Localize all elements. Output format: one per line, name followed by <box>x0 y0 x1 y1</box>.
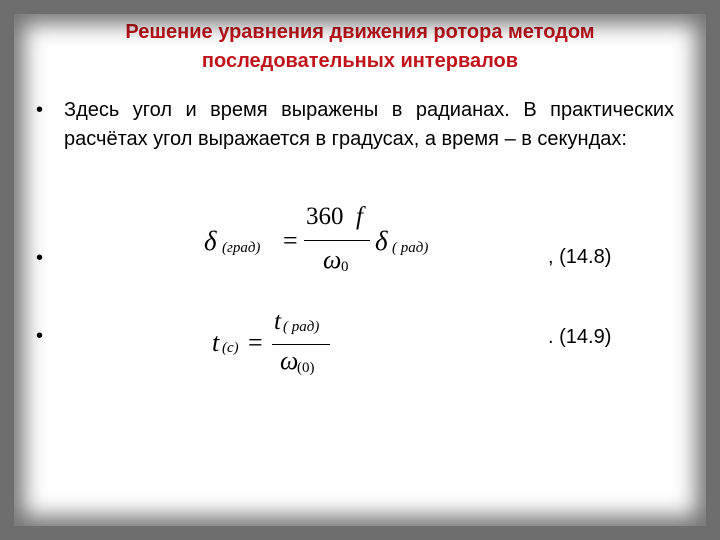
eq1-denominator-symbol: ω <box>323 245 342 274</box>
eq1-numerator-var: f <box>356 203 363 230</box>
eq1-numerator: 360 <box>306 203 344 230</box>
eq2-denominator-subscript: (0) <box>297 360 315 376</box>
eq1-rhs-subscript: ( рад) <box>392 240 429 256</box>
eq2-denominator-symbol: ω <box>280 346 299 375</box>
eq1-fraction-bar <box>304 240 370 241</box>
eq2-number: . (14.9) <box>548 326 612 348</box>
eq1-number: , (14.8) <box>548 246 612 268</box>
title-line-2: последовательных интервалов <box>201 50 519 72</box>
eq2-numerator-subscript: ( рад) <box>283 319 320 335</box>
bullet-marker-2: • <box>36 247 44 269</box>
eq1-lhs-subscript: (град) <box>222 240 261 256</box>
eq1-denominator-subscript: 0 <box>341 259 349 275</box>
eq1-equals: = <box>283 226 298 255</box>
eq2-lhs-symbol: t <box>212 328 220 357</box>
eq1-rhs-symbol: δ <box>375 226 388 256</box>
body-paragraph: Здесь угол и время выражены в радианах. В практических расчётах угол выражается в градусах, а время – в секундах: <box>64 99 674 150</box>
eq2-lhs-subscript: (с) <box>222 340 239 356</box>
bullet-marker-3: • <box>36 325 44 347</box>
eq2-equals: = <box>248 328 263 357</box>
eq1-lhs-symbol: δ <box>204 226 217 256</box>
title-line-1: Решение уравнения движения ротора методом <box>125 21 595 43</box>
bullet-marker-1: • <box>36 99 44 121</box>
slide-title <box>40 18 680 76</box>
eq2-numerator-symbol: t <box>274 308 281 335</box>
